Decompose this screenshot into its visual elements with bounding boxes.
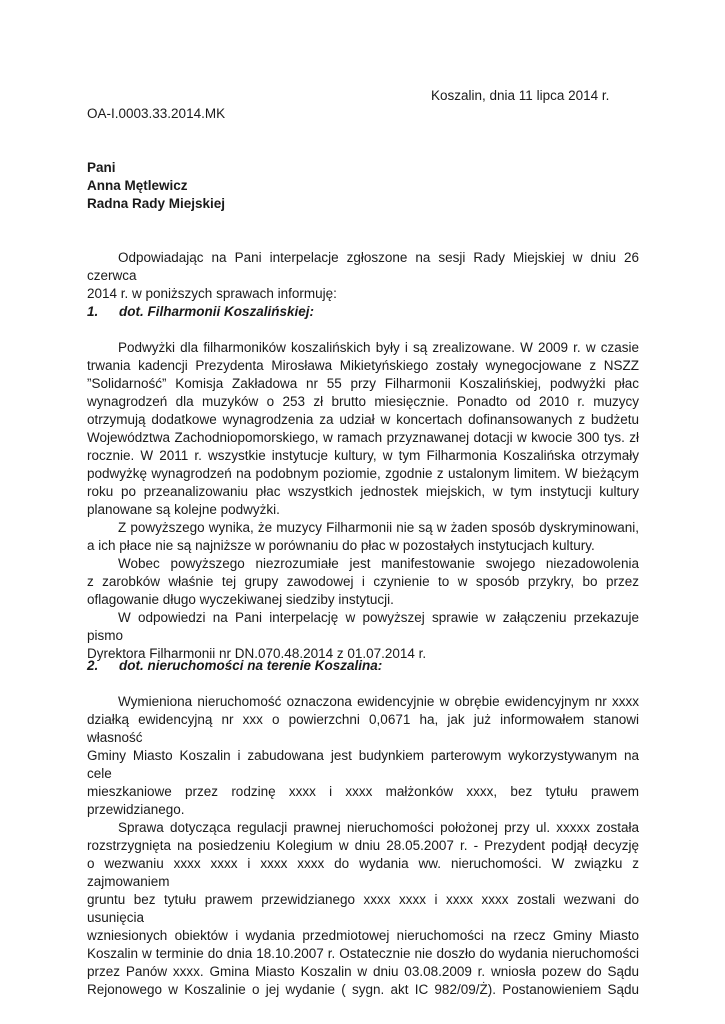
text-line: oflagowanie długo wyczekiwanej siedziby instytucji. bbox=[87, 592, 394, 607]
section-title: dot. Filharmonii Koszalińskiej: bbox=[119, 304, 315, 319]
text-line: wzniesionych obiektów i wydania przedmiotowej nieruchomości na rzecz Gminy Miasto bbox=[87, 928, 639, 943]
place-date: Koszalin, dnia 11 lipca 2014 r. bbox=[431, 88, 610, 103]
text-line: wynagrodzeń dla muzyków o 253 zł brutto miesięcznie. Ponadto od 2010 r. muzycy bbox=[87, 394, 639, 409]
text-line: Województwa Zachodniopomorskiego, w ramach przyznawanej dotacji w kwocie 300 tys. zł bbox=[87, 430, 639, 445]
text-line: Wobec powyższego niezrozumiałe jest manifestowanie swojego niezadowolenia bbox=[118, 556, 639, 571]
reference-number: OA-I.0003.33.2014.MK bbox=[87, 106, 226, 121]
intro-line: Odpowiadając na Pani interpelacje zgłoszone na sesji Rady Miejskiej w dniu 26 czerwca bbox=[87, 250, 639, 283]
text-line: o wezwaniu xxxx xxxx i xxxx xxxx do wydania ww. nieruchomości. W związku z zajmowaniem bbox=[87, 856, 639, 889]
intro-paragraph bbox=[87, 249, 639, 303]
section-1-heading bbox=[87, 303, 314, 321]
text-line: z zarobków właśnie tej grupy zawodowej i czynienie to w sposób przykry, bo przez bbox=[87, 574, 639, 589]
text-line: Podwyżki dla filharmoników koszalińskich były i są zrealizowane. W 2009 r. w czasie bbox=[118, 340, 639, 355]
text-line: Gminy Miasto Koszalin i zabudowana jest budynkiem parterowym wykorzystywanym na cele bbox=[87, 748, 639, 781]
section-1-body bbox=[87, 339, 639, 663]
text-line: rocznie. W 2011 r. wszystkie instytucje kultury, w tym Filharmonia Koszalińska otrzymały bbox=[87, 448, 639, 463]
text-line: a ich płace nie są najniższe w porównaniu do płac w pozostałych instytucjach kultury. bbox=[87, 538, 595, 553]
addressee-salutation: Pani bbox=[87, 160, 116, 175]
addressee-name: Anna Mętlewicz bbox=[87, 178, 188, 193]
section-title: dot. nieruchomości na terenie Koszalina: bbox=[119, 658, 383, 673]
text-line: Rejonowego w Koszalinie o jej wydanie ( sygn. akt IC 982/09/Ż). Postanowieniem Sądu bbox=[87, 982, 639, 997]
text-line: Koszalin w terminie do dnia 18.10.2007 r. Ostatecznie nie doszło do wydania nieruchomości bbox=[87, 946, 639, 961]
section-number: 1. bbox=[87, 304, 99, 319]
addressee-title: Radna Rady Miejskiej bbox=[87, 196, 226, 211]
section-2-heading bbox=[87, 657, 382, 675]
text-line: ”Solidarność” Komisja Zakładowa nr 55 przy Filharmonii Koszalińskiej, podwyżki płac bbox=[87, 376, 639, 391]
text-line: trwania kadencji Prezydenta Mirosława Mikietyńskiego zostały wynegocjowane z NSZZ bbox=[87, 358, 639, 373]
text-line: Dyrektora Filharmonii nr DN.070.48.2014 z 01.07.2014 r. bbox=[87, 646, 427, 661]
intro-line: 2014 r. w poniższych sprawach informuję: bbox=[87, 286, 337, 301]
text-line: Z powyższego wynika, że muzycy Filharmonii nie są w żaden sposób dyskryminowani, bbox=[118, 520, 639, 535]
text-line: Wymieniona nieruchomość oznaczona ewidencyjnie w obrębie ewidencyjnym nr xxxx bbox=[118, 694, 639, 709]
text-line: gruntu bez tytułu prawem przewidzianego xxxx xxxx i xxxx xxxx zostali wezwani do usunięcia bbox=[87, 892, 639, 925]
text-line: Sprawa dotycząca regulacji prawnej nieruchomości położonej przy ul. xxxxx została bbox=[118, 820, 639, 835]
text-line: W odpowiedzi na Pani interpelację w powyższej sprawie w załączeniu przekazuje pismo bbox=[87, 610, 639, 643]
text-line: mieszkaniowe przez rodzinę xxxx i xxxx małżonków xxxx, bez tytułu prawem przewidzianego. bbox=[87, 784, 639, 817]
text-line: podwyżkę wynagrodzeń na podobnym poziomie, zgodnie z ustalonym limitem. W bieżącym bbox=[87, 466, 639, 481]
section-2-body bbox=[87, 693, 639, 999]
text-line: działką ewidencyjną nr xxx o powierzchni 0,0671 ha, jak już informowałem stanowi własność bbox=[87, 712, 639, 745]
text-line: rozstrzygnięta na posiedzeniu Kolegium w dniu 28.05.2007 r. - Prezydent podjął decyzję bbox=[87, 838, 639, 853]
text-line: roku po przeanalizowaniu płac wszystkich jednostek miejskich, w tym instytucji kultury bbox=[87, 484, 639, 499]
text-line: planowane są kolejne podwyżki. bbox=[87, 502, 280, 517]
section-number: 2. bbox=[87, 658, 99, 673]
text-line: otrzymują dodatkowe wynagrodzenia za udział w koncertach dofinansowanych z budżetu bbox=[87, 412, 639, 427]
text-line: przez Panów xxxx. Gmina Miasto Koszalin w dniu 03.08.2009 r. wniosła pozew do Sądu bbox=[87, 964, 639, 979]
